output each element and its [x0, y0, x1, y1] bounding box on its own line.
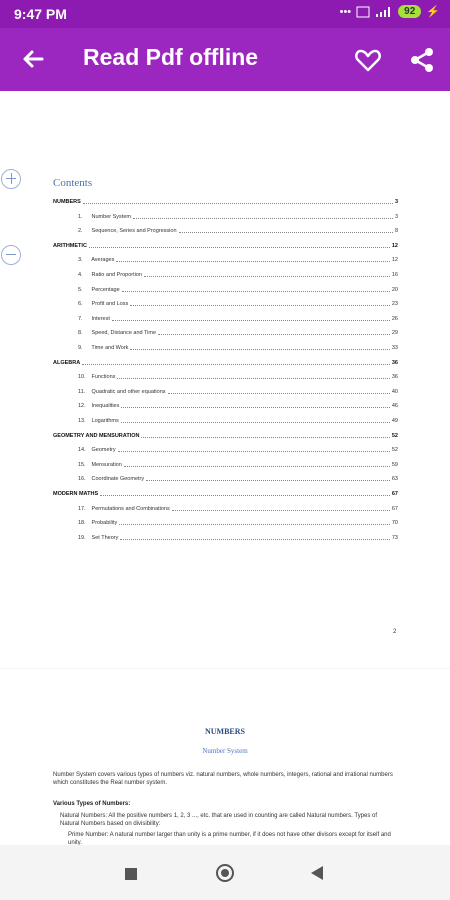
dot-leader — [179, 232, 393, 233]
toc-section-row[interactable] — [53, 352, 398, 366]
toc-item-row[interactable] — [53, 527, 398, 541]
toc-page-number: 73 — [391, 534, 398, 541]
toc-page-number: 29 — [391, 330, 398, 337]
toc-item-row[interactable] — [53, 381, 398, 395]
toc-label: 1. Number System — [78, 213, 131, 220]
dot-leader — [100, 495, 390, 496]
battery-badge: 92 — [398, 5, 421, 18]
toc-label: 2. Sequence, Series and Progression — [78, 228, 177, 235]
dot-leader — [144, 276, 390, 277]
toc-label: 18. Probability — [78, 520, 118, 527]
recent-apps-icon[interactable] — [125, 868, 137, 880]
zoom-in-icon[interactable] — [1, 169, 21, 189]
dot-leader — [141, 437, 389, 438]
toc-label: NUMBERS — [53, 199, 81, 205]
toc-item-row[interactable] — [53, 206, 398, 220]
toc-section-row[interactable] — [53, 235, 398, 249]
toc-number: 7. — [78, 315, 83, 322]
toc-label: GEOMETRY AND MENSURATION — [53, 432, 140, 439]
toc-section-row[interactable] — [53, 425, 398, 439]
dot-leader — [146, 480, 390, 481]
toc-page-number: 23 — [391, 301, 398, 308]
toc-item-row[interactable] — [53, 308, 398, 322]
toc-page-number: 36 — [391, 359, 398, 366]
system-nav-bar — [0, 845, 450, 900]
toc-item-row[interactable] — [53, 454, 398, 468]
toc-label: 10. Functions — [78, 374, 116, 381]
toc-page-number: 36 — [391, 374, 398, 381]
app-bar — [0, 28, 450, 91]
dot-leader — [116, 261, 390, 262]
dot-leader — [121, 422, 390, 423]
favorite-heart-icon[interactable] — [354, 46, 382, 74]
dot-leader — [82, 364, 390, 365]
toc-page-number: 40 — [391, 388, 398, 395]
signal-icon — [375, 6, 393, 18]
dot-leader — [118, 451, 390, 452]
toc-number: 9. — [78, 345, 83, 351]
toc-page-number: 3 — [394, 199, 398, 205]
dot-leader — [122, 291, 390, 292]
charging-icon: ⚡ — [426, 6, 440, 18]
toc-item-row[interactable] — [53, 410, 398, 424]
toc-label: 5. Percentage — [78, 286, 120, 293]
prime-number-subbullet: Prime Number: A natural number larger than unity is a prime number, if it does not have other divisors except for itself and unity. — [68, 832, 391, 845]
toc-item-row[interactable] — [53, 366, 398, 380]
toc-number: 13. — [78, 418, 86, 424]
toc-number: 15. — [78, 461, 86, 468]
toc-label: 9. Time and Work — [78, 345, 129, 351]
toc-label: ARITHMETIC — [53, 242, 87, 249]
toc-item-row[interactable] — [53, 249, 398, 263]
toc-number: 19. — [78, 534, 86, 541]
toc-label: 14. Geometry — [78, 447, 116, 454]
page-number: 2 — [393, 629, 397, 635]
toc-label: 8. Speed, Distance and Time — [78, 330, 157, 337]
toc-page-number: 59 — [391, 461, 398, 468]
page-title: Read Pdf offline — [83, 44, 259, 70]
toc-label: 7. Interest — [78, 315, 110, 322]
toc-number: 5. — [78, 286, 83, 293]
dot-leader — [83, 203, 393, 204]
toc-item-row[interactable] — [53, 279, 398, 293]
toc-label: 17. Permutations and Combinations — [78, 505, 170, 512]
toc-number: 11. — [78, 388, 86, 395]
chapter-heading: NUMBERS — [204, 727, 245, 736]
toc-page-number: 52 — [391, 447, 398, 454]
toc-section-row[interactable] — [53, 191, 398, 205]
toc-page-number: 16 — [391, 272, 398, 278]
dot-leader — [112, 320, 390, 321]
toc-item-row[interactable] — [53, 220, 398, 234]
types-title: Various Types of Numbers: — [53, 801, 131, 807]
toc-label: 16. Coordinate Geometry — [78, 476, 145, 483]
toc-number: 12. — [78, 403, 86, 410]
dot-leader — [89, 247, 390, 248]
dot-leader — [158, 334, 390, 335]
back-arrow-icon[interactable] — [18, 44, 48, 74]
status-bar — [0, 0, 450, 28]
toc-number: 17. — [78, 505, 86, 512]
toc-page-number: 8 — [394, 228, 398, 235]
toc-page-number: 46 — [391, 403, 398, 410]
toc-number: 8. — [78, 330, 83, 337]
toc-label: 13. Logarithms — [78, 418, 119, 424]
home-icon[interactable] — [216, 864, 234, 882]
toc-label: 12. Inequalities — [78, 403, 120, 410]
toc-item-row[interactable] — [53, 439, 398, 453]
toc-number: 6. — [78, 301, 83, 308]
toc-item-row[interactable] — [53, 498, 398, 512]
dot-leader — [130, 349, 389, 350]
toc-page-number: 52 — [391, 432, 398, 439]
toc-number: 2. — [78, 228, 83, 235]
dot-leader — [121, 407, 390, 408]
toc-page-number: 12 — [391, 257, 398, 264]
intro-paragraph: Number System covers various types of numbers viz. natural numbers, whole numbers, integers, rational and irrational numbers which constitutes the Real number system. — [53, 772, 393, 786]
toc-item-row[interactable] — [53, 322, 398, 336]
toc-label: 3. Averages — [78, 257, 115, 264]
toc-number: 14. — [78, 447, 86, 454]
dot-leader — [168, 393, 390, 394]
toc-page-number: 67 — [391, 491, 398, 497]
dot-leader — [133, 218, 393, 219]
sim-icon — [356, 6, 370, 18]
toc-page-number: 3 — [394, 213, 398, 220]
toc-item-row[interactable] — [53, 293, 398, 307]
dot-leader — [124, 466, 390, 467]
toc-item-row[interactable] — [53, 468, 398, 482]
toc-item-row[interactable] — [53, 512, 398, 526]
toc-page-number: 26 — [391, 315, 398, 322]
page-separator — [0, 668, 450, 669]
toc-label: 4. Ratio and Proportion — [78, 272, 142, 278]
share-icon[interactable] — [408, 46, 436, 74]
toc-label: 19. Set Theory — [78, 534, 119, 541]
toc-number: 10. — [78, 374, 86, 381]
toc-page-number: 12 — [391, 242, 398, 249]
nav-back-icon[interactable] — [311, 866, 323, 880]
status-time: 9:47 PM — [14, 6, 67, 22]
section-heading: Number System — [202, 747, 248, 755]
toc-item-row[interactable] — [53, 337, 398, 351]
toc-section-row[interactable] — [53, 483, 398, 497]
toc-label: 11. Quadratic and other equations — [78, 388, 166, 395]
toc-title: Contents — [53, 177, 93, 189]
dot-leader — [130, 305, 390, 306]
toc-page-number: 70 — [391, 520, 398, 527]
pdf-viewer[interactable] — [0, 91, 450, 845]
toc-number: 16. — [78, 476, 86, 483]
natural-numbers-bullet: Natural Numbers: All the positive numbers 1, 2, 3 ..., etc. that are used in counting are called Natural numbers. Types of Natural Numbers based on divisibility: — [60, 813, 378, 827]
dot-leader — [172, 510, 390, 511]
toc-page-number: 49 — [391, 418, 398, 424]
toc-number: 3. — [78, 257, 83, 264]
toc-number: 1. — [78, 213, 83, 220]
more-notifications-icon: ••• — [339, 5, 352, 18]
toc-label: ALGEBRA — [53, 359, 81, 366]
status-icons — [340, 5, 440, 18]
toc-number: 18. — [78, 520, 86, 527]
toc-page-number: 33 — [391, 345, 398, 351]
toc-item-row[interactable] — [53, 264, 398, 278]
toc-number: 4. — [78, 272, 83, 278]
zoom-out-icon[interactable] — [1, 245, 21, 265]
dot-leader — [119, 524, 390, 525]
toc-label: 15. Mensuration — [78, 461, 122, 468]
toc-label: MODERN MATHS — [53, 491, 99, 497]
toc-page-number: 20 — [391, 286, 398, 293]
toc-item-row[interactable] — [53, 395, 398, 409]
toc-label: 6. Profit and Loss — [78, 301, 129, 308]
dot-leader — [117, 378, 390, 379]
toc-page-number: 67 — [391, 505, 398, 512]
dot-leader — [120, 539, 390, 540]
toc-page-number: 63 — [391, 476, 398, 483]
